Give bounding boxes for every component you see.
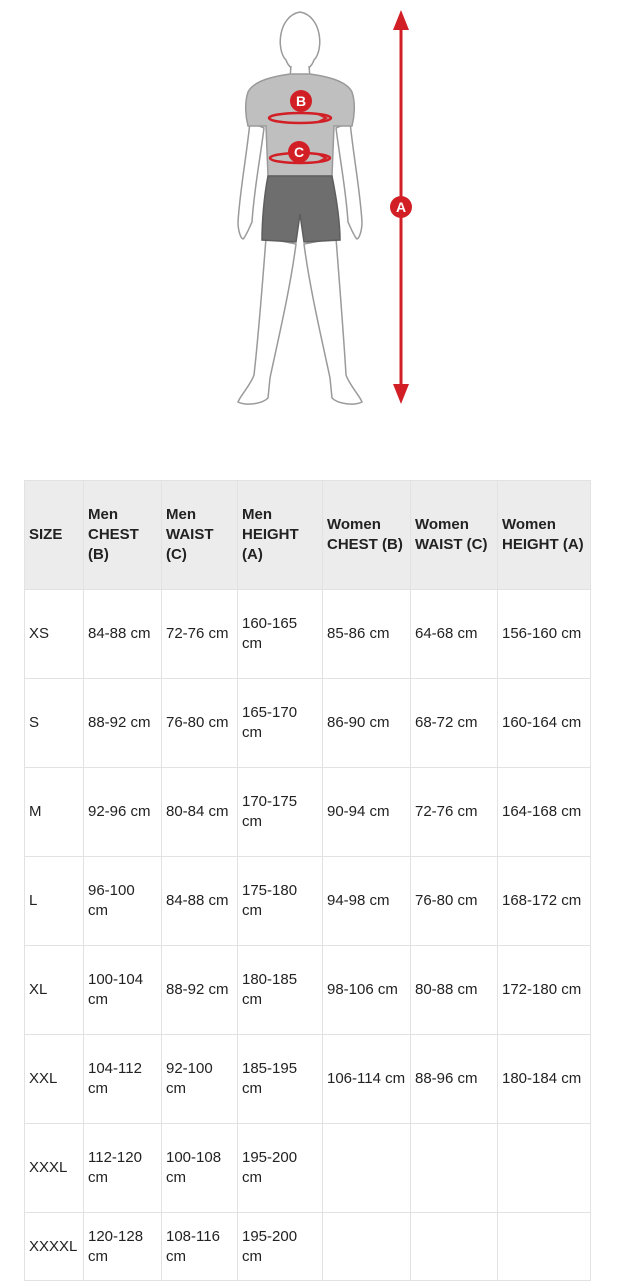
column-header-line: (B) <box>88 546 109 563</box>
measurement-cell: 108-116 cm <box>162 1213 238 1281</box>
table-row <box>25 768 591 857</box>
measurement-cell <box>323 1124 411 1213</box>
measurement-cell: 100-104 cm <box>84 946 162 1035</box>
column-header-line: Women <box>502 516 556 533</box>
measurement-cell: 175-180 cm <box>238 857 323 946</box>
table-body <box>25 590 591 1281</box>
table-row <box>25 1213 591 1281</box>
measurement-cell: 64-68 cm <box>411 590 498 679</box>
column-header <box>238 481 323 590</box>
column-header <box>323 481 411 590</box>
column-header <box>411 481 498 590</box>
measurement-cell: 160-165 cm <box>238 590 323 679</box>
size-label-cell: XS <box>25 590 84 679</box>
measurement-cell: 185-195 cm <box>238 1035 323 1124</box>
measurement-cell: 88-92 cm <box>162 946 238 1035</box>
measurement-cell: 92-96 cm <box>84 768 162 857</box>
measurement-cell: 72-76 cm <box>162 590 238 679</box>
measurement-cell: 68-72 cm <box>411 679 498 768</box>
column-header <box>162 481 238 590</box>
table-row <box>25 946 591 1035</box>
measurement-cell: 112-120 cm <box>84 1124 162 1213</box>
measurement-cell: 94-98 cm <box>323 857 411 946</box>
measurement-cell: 98-106 cm <box>323 946 411 1035</box>
marker-b-label: B <box>295 93 307 109</box>
measurement-cell: 76-80 cm <box>411 857 498 946</box>
column-header-line: Men <box>88 506 118 523</box>
table-header-row <box>25 481 591 590</box>
marker-c-label: C <box>293 144 305 160</box>
column-header-line: (A) <box>242 546 263 563</box>
measurement-cell: 85-86 cm <box>323 590 411 679</box>
measurement-cell: 92-100 cm <box>162 1035 238 1124</box>
column-header-line: Women <box>415 516 469 533</box>
column-header-line: Men <box>242 506 272 523</box>
measurement-cell <box>323 1213 411 1281</box>
size-label-cell: L <box>25 857 84 946</box>
chest-marker-b <box>290 90 312 112</box>
measurement-cell: 80-88 cm <box>411 946 498 1035</box>
size-label-cell: XL <box>25 946 84 1035</box>
column-header-line: HEIGHT <box>242 526 299 543</box>
shorts-shape <box>262 176 340 242</box>
column-header <box>25 481 84 590</box>
measurement-cell: 72-76 cm <box>411 768 498 857</box>
measurement-cell: 90-94 cm <box>323 768 411 857</box>
measurement-cell: 80-84 cm <box>162 768 238 857</box>
column-header-line: WAIST <box>166 526 214 543</box>
measurement-cell: 195-200 cm <box>238 1213 323 1281</box>
measurement-cell: 120-128 cm <box>84 1213 162 1281</box>
table-row <box>25 1124 591 1213</box>
measurement-cell: 96-100 cm <box>84 857 162 946</box>
measurement-cell: 168-172 cm <box>498 857 591 946</box>
size-label-cell: S <box>25 679 84 768</box>
size-label-cell: XXXL <box>25 1124 84 1213</box>
column-header-line: WAIST (C) <box>415 536 488 553</box>
measurement-cell: 180-184 cm <box>498 1035 591 1124</box>
measurement-cell: 170-175 cm <box>238 768 323 857</box>
table-row <box>25 1035 591 1124</box>
size-label-cell: XXL <box>25 1035 84 1124</box>
waist-marker-c <box>288 141 310 163</box>
body-measurement-diagram <box>0 0 619 420</box>
measurement-cell: 76-80 cm <box>162 679 238 768</box>
measurement-cell: 180-185 cm <box>238 946 323 1035</box>
column-header-line: HEIGHT (A) <box>502 536 584 553</box>
measurement-cell: 104-112 cm <box>84 1035 162 1124</box>
measurement-cell <box>411 1213 498 1281</box>
measurement-cell: 160-164 cm <box>498 679 591 768</box>
measurement-cell: 88-96 cm <box>411 1035 498 1124</box>
measurement-cell: 165-170 cm <box>238 679 323 768</box>
table-row <box>25 679 591 768</box>
column-header-line: CHEST <box>88 526 139 543</box>
size-chart-table <box>24 480 591 1281</box>
height-marker-a <box>390 196 412 218</box>
size-label-cell: M <box>25 768 84 857</box>
measurement-cell: 195-200 cm <box>238 1124 323 1213</box>
size-label-cell: XXXXL <box>25 1213 84 1281</box>
column-header <box>498 481 591 590</box>
measurement-cell: 164-168 cm <box>498 768 591 857</box>
measurement-cell: 84-88 cm <box>84 590 162 679</box>
column-header-line: Men <box>166 506 196 523</box>
measurement-cell: 100-108 cm <box>162 1124 238 1213</box>
measurement-cell <box>498 1124 591 1213</box>
measurement-cell: 88-92 cm <box>84 679 162 768</box>
table-row <box>25 590 591 679</box>
column-header <box>84 481 162 590</box>
measurement-cell <box>498 1213 591 1281</box>
column-header-line: Women <box>327 516 381 533</box>
measurement-cell: 86-90 cm <box>323 679 411 768</box>
measurement-cell: 156-160 cm <box>498 590 591 679</box>
measurement-cell: 84-88 cm <box>162 857 238 946</box>
column-header-line: SIZE <box>29 526 63 543</box>
column-header-line: CHEST (B) <box>327 536 403 553</box>
measurement-cell: 172-180 cm <box>498 946 591 1035</box>
measurement-cell <box>411 1124 498 1213</box>
table-row <box>25 857 591 946</box>
body-figure-svg <box>0 0 619 420</box>
measurement-cell: 106-114 cm <box>323 1035 411 1124</box>
marker-a-label: A <box>395 199 407 215</box>
column-header-line: (C) <box>166 546 187 563</box>
